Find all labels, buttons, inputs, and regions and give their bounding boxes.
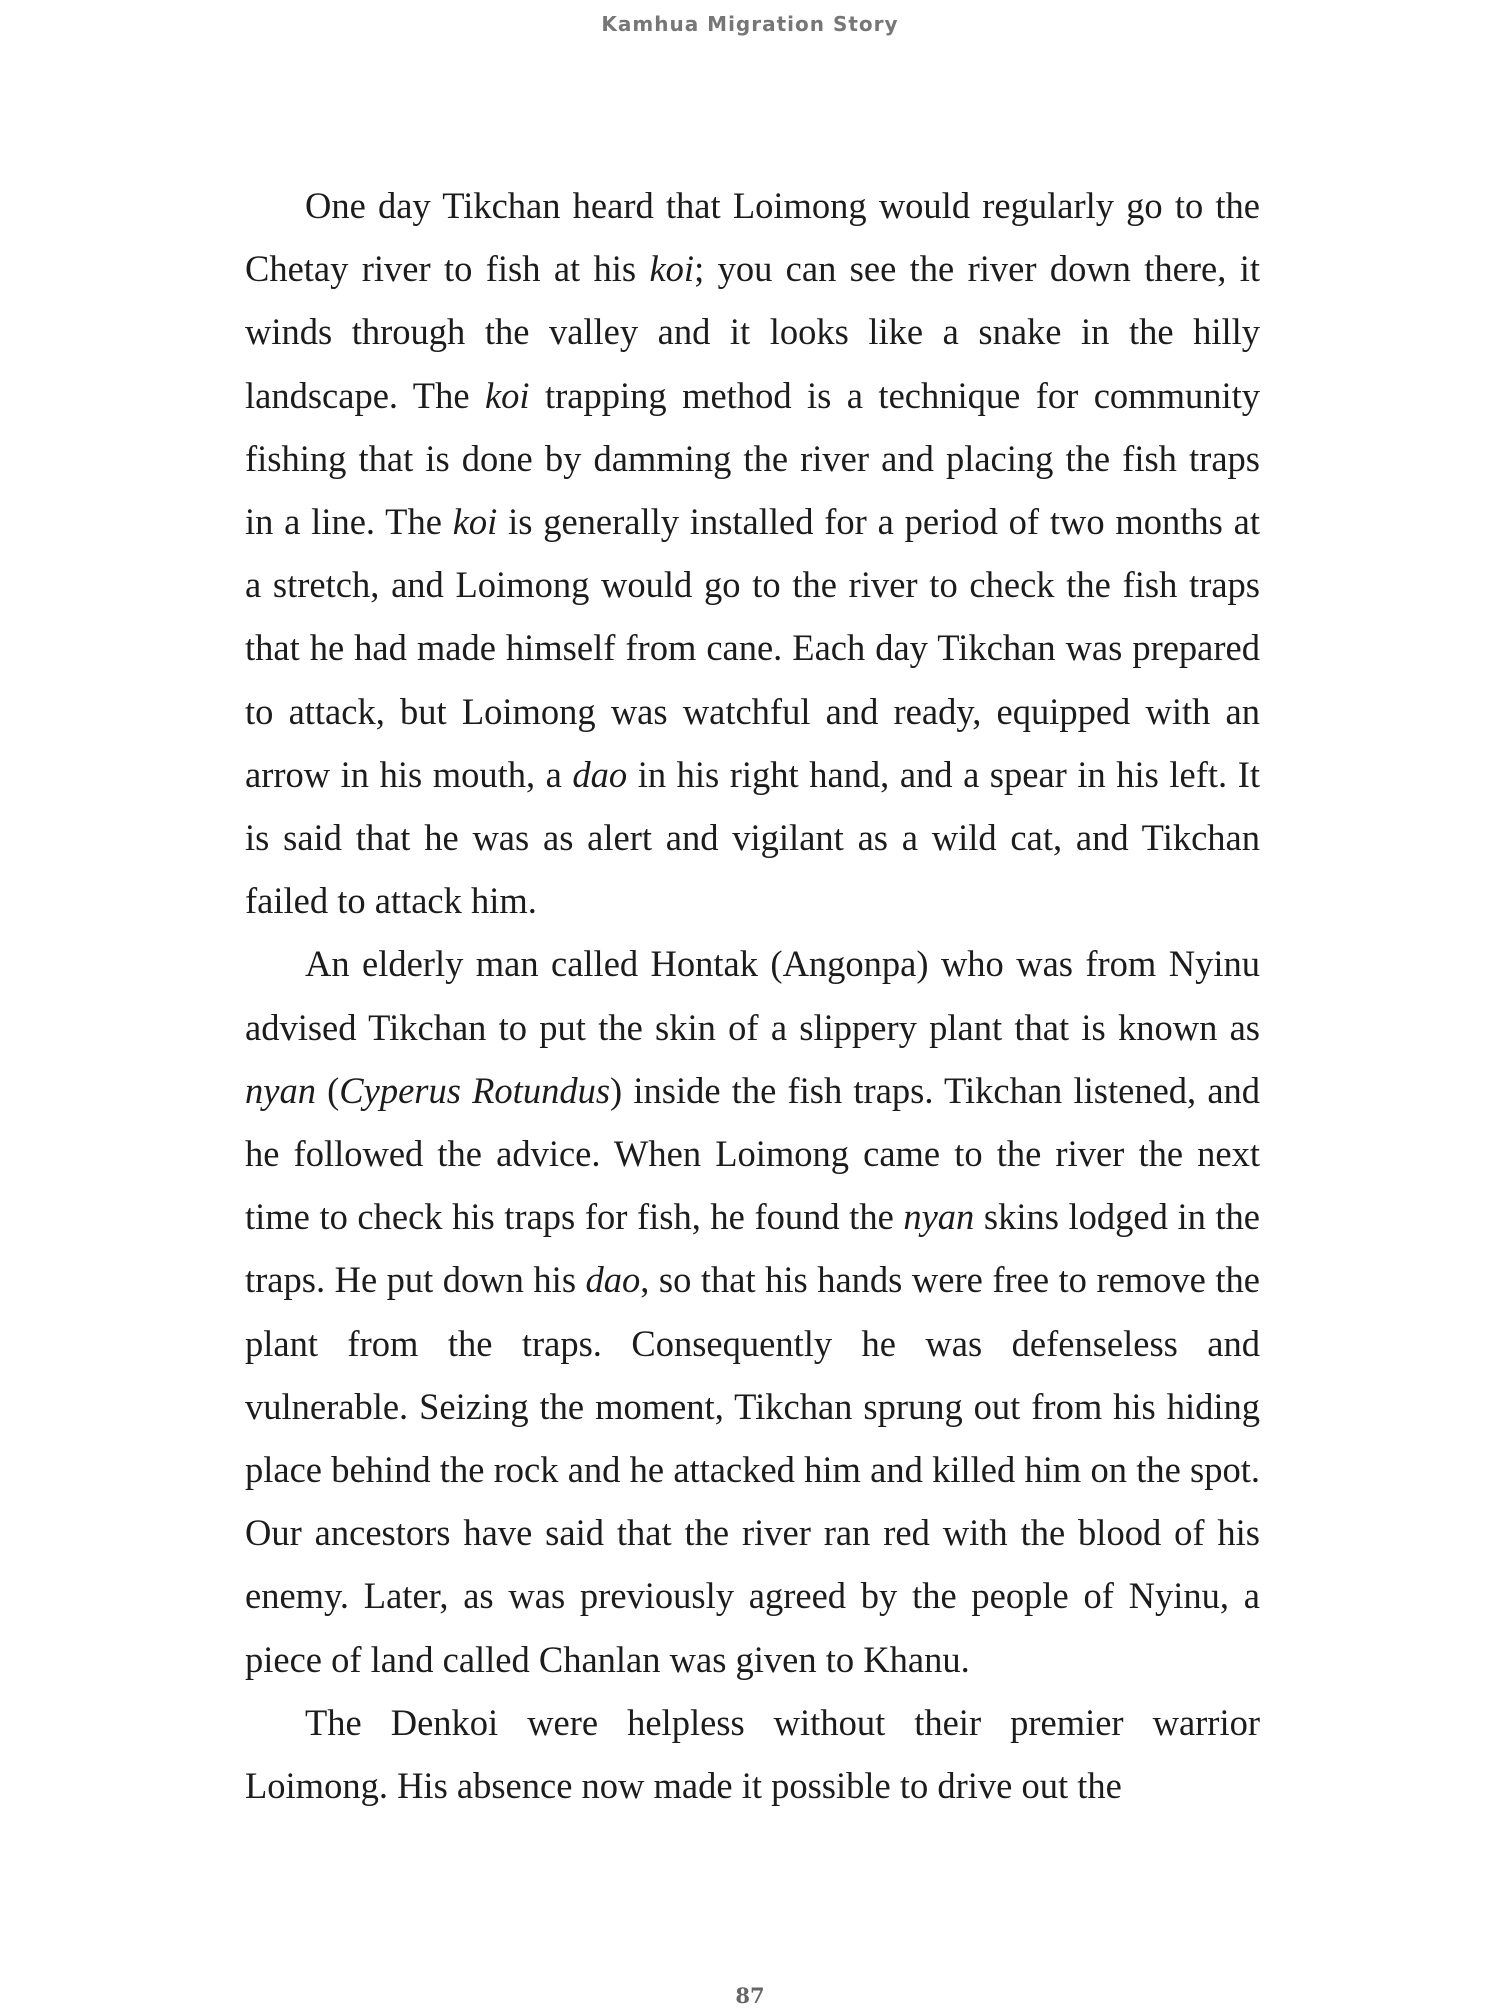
italic-term: Cyperus Rotundus <box>339 1069 611 1111</box>
text-run: ( <box>315 1069 340 1111</box>
text-run: ; you can see the river down there, it winds through the valley and it looks like a snake in the hilly landscape. The <box>245 248 1260 416</box>
italic-term: nyan <box>903 1196 975 1238</box>
italic-term: nyan <box>245 1069 316 1111</box>
text-run: in his right hand, and a spear in his left. It is said that he was as alert and vigilant as a wild cat, and Tikchan failed to attack him. <box>245 753 1261 922</box>
paragraph <box>245 174 1260 932</box>
text-run: is generally installed for a period of two months at a stretch, and Loimong would go to the river to check the fish traps that he had made himself from cane. Each day Tikchan was prepared to attack, but Loimong was watchful and ready, equipped with an arrow in his mouth, a <box>245 501 1260 795</box>
text-run: skins lodged in the traps. He put down his <box>245 1196 1261 1301</box>
text-run: trapping method is a technique for community fishing that is done by damming the river and placing the fish traps in a line. The <box>245 374 1260 543</box>
body-text <box>245 174 1260 1817</box>
italic-term: dao <box>585 1259 641 1301</box>
running-header-title: Kamhua Migration Story <box>601 12 899 36</box>
text-run: , so that his hands were free to remove the plant from the traps. Consequently he was defenseless and vulnerable. Seizing the moment, Tikchan sprung out from his hiding place behind the rock and he attacked him and killed him on the spot. Our ancestors have said that the river ran red with the blood of his enemy. Later, as was previously agreed by the people of Nyinu, a piece of land called Chanlan was given to Khanu. <box>245 1259 1260 1680</box>
text-run: An elderly man called Hontak (Angonpa) who was from Nyinu advised Tikchan to put the skin of a slippery plant that is known as <box>245 943 1260 1048</box>
page-number: 87 <box>735 1983 765 2008</box>
italic-term: koi <box>649 248 695 290</box>
text-run: ) inside the fish traps. Tikchan listened, and he followed the advice. When Loimong came to the river the next time to check his traps for fish, he found the <box>245 1069 1261 1238</box>
text-run: The Denkoi were helpless without their premier warrior Loimong. His absence now made it possible to drive out the <box>245 1701 1260 1807</box>
italic-term: dao <box>572 753 628 795</box>
text-run: One day Tikchan heard that Loimong would regularly go to the Chetay river to fish at his <box>245 185 1260 290</box>
paragraph <box>245 932 1260 1690</box>
italic-term: koi <box>484 374 530 416</box>
paragraph <box>245 1691 1260 1817</box>
italic-term: koi <box>452 501 498 543</box>
